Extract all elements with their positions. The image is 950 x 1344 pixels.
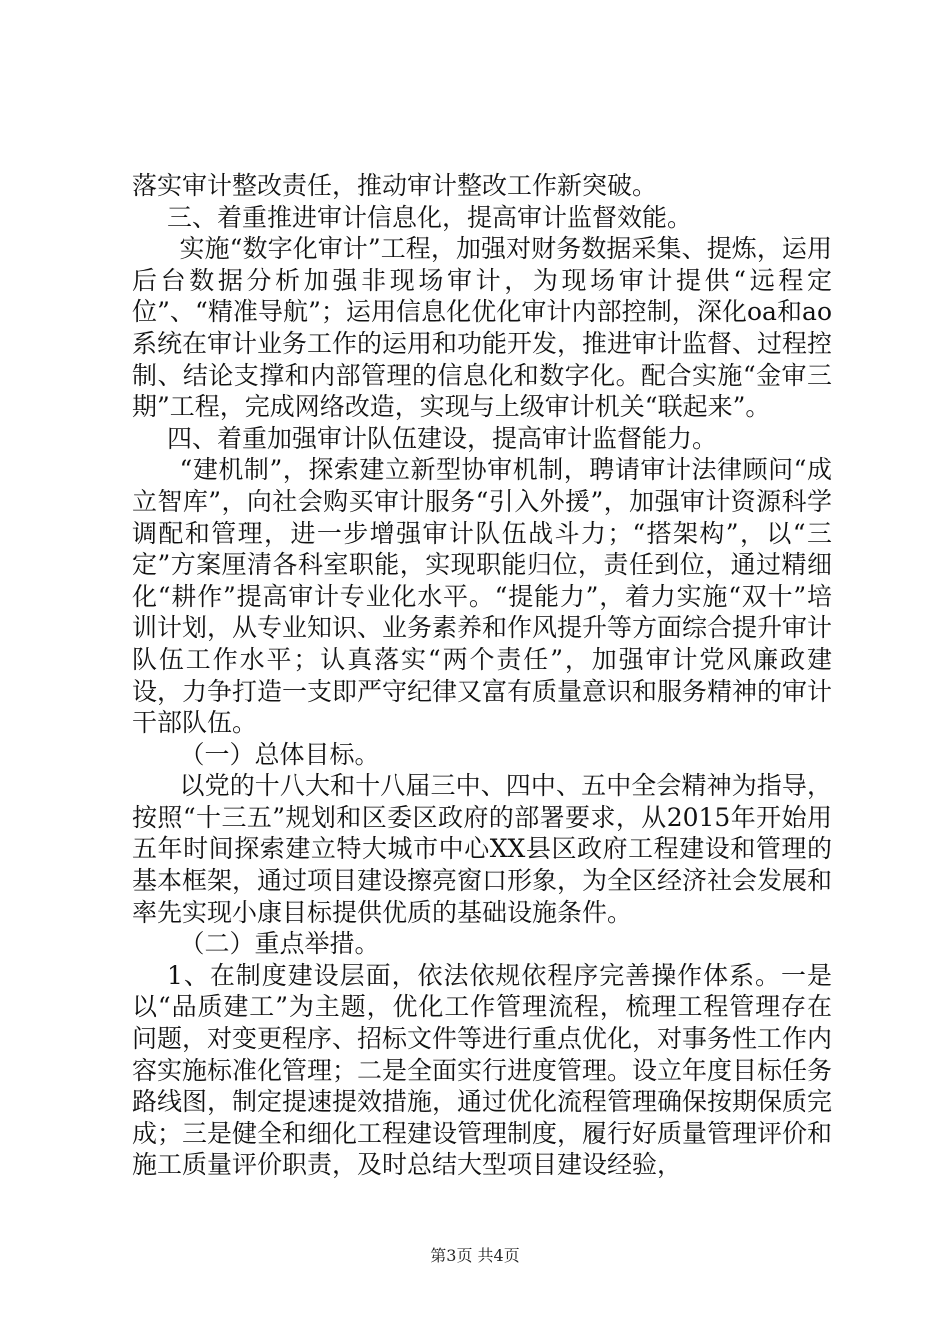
paragraph-team-building: “建机制”，探索建立新型协审机制，聘请审计法律顾问“成立智库”，向社会购买审计服务“引入外援”，加强审计资源科学调配和管理，进一步增强审计队伍战斗力；“搭架构”，以“三定”方案厘清各科室职能，实现职能归位，责任到位，通过精细化“耕作”提高审计专业化水平。“提能力”，着力实施“双十”培训计划，从专业知识、业务素养和作风提升等方面综合提升审计队伍工作水平；认真落实“两个责任”，加强审计党风廉政建设，力争打造一支即严守纪律又富有质量意识和服务精神的审计干部队伍。 (132, 455, 833, 738)
heading-overall-goal: （一）总体目标。 (179, 739, 380, 769)
heading-key-measures: （二）重点举措。 (179, 929, 380, 959)
heading-section-four: 四、着重加强审计队伍建设，提高审计监督能力。 (167, 423, 718, 453)
paragraph-system-building: 1、在制度建设层面，依法依规依程序完善操作体系。一是以“品质建工”为主题，优化工作管理流程，梳理工程管理存在问题，对变更程序、招标文件等进行重点优化，对事务性工作内容实施标准化管理；二是全面实行进度管理。设立年度目标任务路线图，制定提速提效措施，通过优化流程管理确保按期保质完成；三是健全和细化工程建设管理制度，履行好质量管理评价和施工质量评价职责，及时总结大型项目建设经验， (132, 960, 833, 1180)
page-number: 第3页 共4页 (430, 1246, 520, 1265)
paragraph-digital-audit: 实施“数字化审计”工程，加强对财务数据采集、提炼，运用后台数据分析加强非现场审计，为现场审计提供“远程定位”、“精准导航”；运用信息化优化审计内部控制，深化oa和ao系统在审计业务工作的运用和功能开发，推进审计监督、过程控制、结论支撑和内部管理的信息化和数字化。配合实施“金审三期”工程，完成网络改造，实现与上级审计机关“联起来”。 (132, 234, 833, 422)
page-footer (0, 1246, 950, 1266)
document-body (132, 170, 832, 1181)
paragraph-overall-goal: 以党的十八大和十八届三中、四中、五中全会精神为指导，按照“十三五”规划和区委区政府的部署要求，从2015年开始用五年时间探索建立特大城市中心XX县区政府工程建设和管理的基本框架，通过项目建设擦亮窗口形象，为全区经济社会发展和率先实现小康目标提供优质的基础设施条件。 (132, 771, 833, 927)
paragraph-rectification: 落实审计整改责任，推动审计整改工作新突破。 (132, 171, 658, 200)
heading-section-three: 三、着重推进审计信息化，提高审计监督效能。 (167, 202, 693, 232)
